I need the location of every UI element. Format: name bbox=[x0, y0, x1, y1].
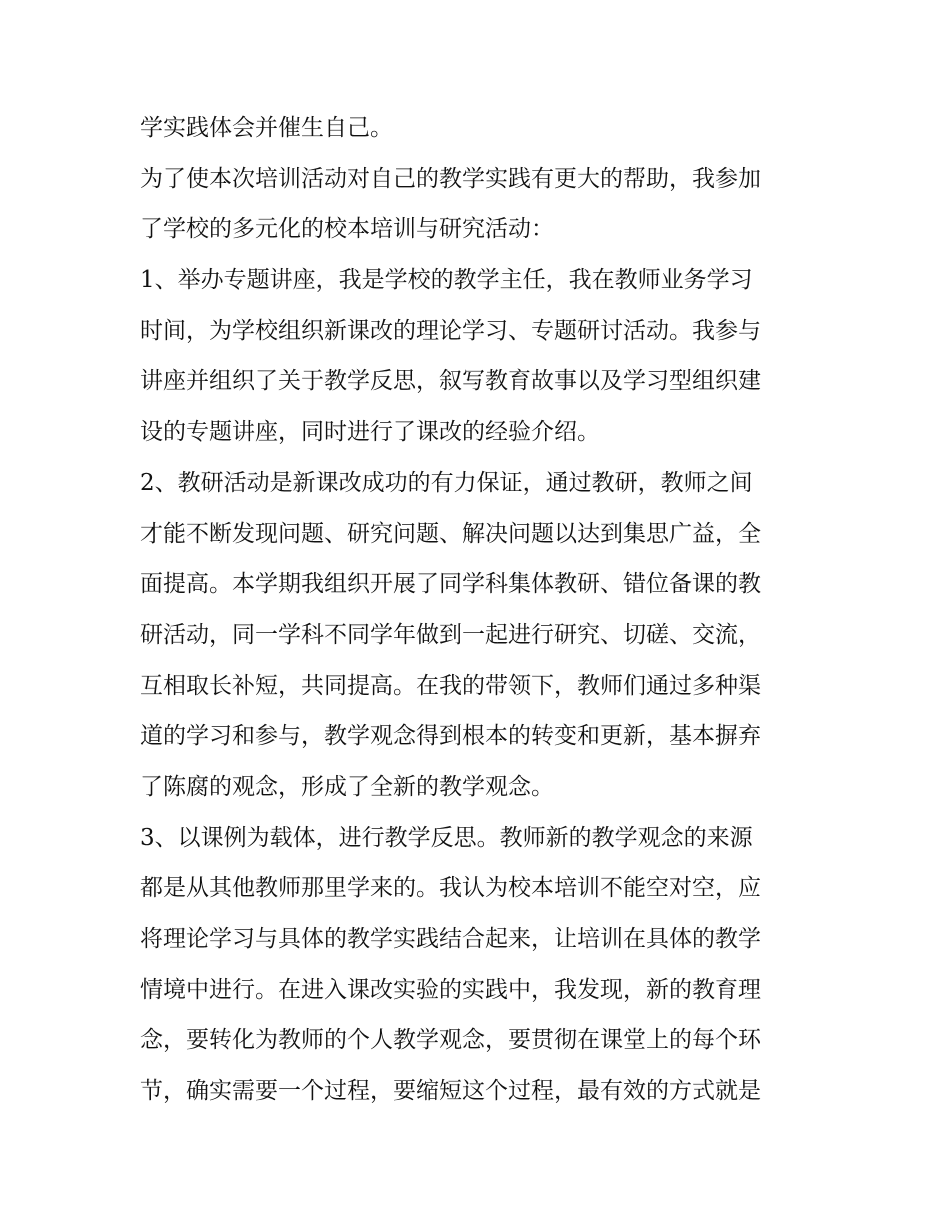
text-line: 都是从其他教师那里学来的。我认为校本培训不能空对空，应 bbox=[140, 875, 761, 902]
text-line: 时间，为学校组织新课改的理论学习、专题研讨活动。我参与 bbox=[140, 317, 761, 344]
text-line: 研活动，同一学科不同学年做到一起进行研究、切磋、交流， bbox=[140, 621, 761, 648]
text-line: 设的专题讲座，同时进行了课改的经验介绍。 bbox=[140, 419, 600, 446]
text-line: 将理论学习与具体的教学实践结合起来，让培训在具体的教学 bbox=[140, 926, 761, 952]
text-line: 节，确实需要一个过程，要缩短这个过程，最有效的方式就是 bbox=[140, 1078, 761, 1105]
text-line: 了陈腐的观念，形成了全新的教学观念。 bbox=[140, 773, 554, 800]
text-line: 互相取长补短，共同提高。在我的带领下，教师们通过多种渠 bbox=[140, 672, 761, 699]
text-line: 面提高。本学期我组织开展了同学科集体教研、错位备课的教 bbox=[140, 571, 761, 598]
text-line: 学实践体会并催生自己。 bbox=[140, 115, 393, 141]
text-line: 念，要转化为教师的个人教学观念，要贯彻在课堂上的每个环 bbox=[140, 1027, 761, 1054]
text-line: 道的学习和参与，教学观念得到根本的转变和更新，基本摒弃 bbox=[140, 723, 761, 750]
body-text bbox=[140, 103, 812, 1117]
text-line: 情境中进行。在进入课改实验的实践中，我发现，新的教育理 bbox=[140, 976, 761, 1003]
text-line: 讲座并组织了关于教学反思，叙写教育故事以及学习型组织建 bbox=[140, 368, 761, 395]
text-line: 了学校的多元化的校本培训与研究活动： bbox=[140, 216, 554, 243]
text-line: 1、举办专题讲座，我是学校的教学主任，我在教师业务学习 bbox=[140, 267, 753, 294]
text-line: 3、以课例为载体，进行教学反思。教师新的教学观念的来源 bbox=[140, 824, 753, 851]
text-line: 才能不断发现问题、研究问题、解决问题以达到集思广益，全 bbox=[140, 520, 761, 547]
text-line: 为了使本次培训活动对自己的教学实践有更大的帮助，我参加 bbox=[140, 165, 761, 192]
text-line: 2、教研活动是新课改成功的有力保证，通过教研，教师之间 bbox=[140, 469, 753, 496]
